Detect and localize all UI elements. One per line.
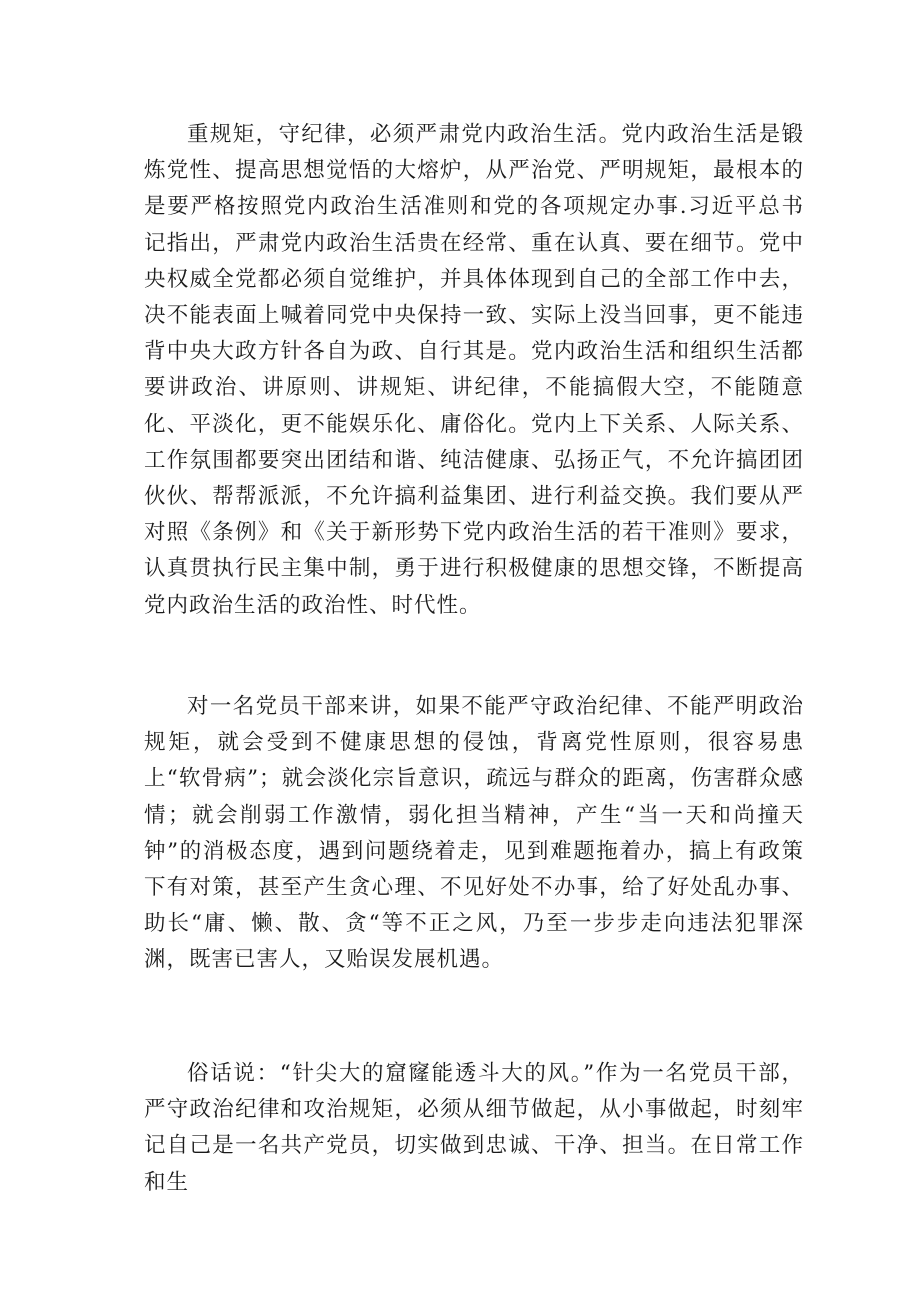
body-paragraph-3: 俗话说：“针尖大的窟窿能透斗大的风。”作为一名党员干部，严守政治纪律和攻治规矩，必须从细节做起，从小事做起，时刻牢记自己是一名共产党员，切实做到忠诚、干净、担当。在日常工作和生 (144, 1061, 804, 1195)
body-paragraph-1: 重规矩，守纪律，必须严肃党内政治生活。党内政治生活是锻炼党性、提高思想觉悟的大熔炉，从严治党、严明规矩，最根本的是要严格按照党内政治生活准则和党的各项规定办事.习近平总书记指出，严肃党内政治生活贵在经常、重在认真、要在细节。党中央权威全党都必须自觉维护，并具体体现到自己的全部工作中去，决不能表面上喊着同党中央保持一致、实际上没当回事，更不能违背中央大政方针各自为政、自行其是。党内政治生活和组织生活都要讲政治、讲原则、讲规矩、讲纪律，不能搞假大空，不能随意化、平淡化，更不能娱乐化、庸俗化。党内上下关系、人际关系、工作氛围都要突出团结和谐、纯洁健康、弘扬正气，不允许搞团团伙伙、帮帮派派，不允许搞利益集团、进行利益交换。我们要从严对照《条例》和《关于新形势下党内政治生活的若干准则》要求，认真贯执行民主集中制，勇于进行积极健康的思想交锋，不断提高党内政治生活的政治性、时代性。 (144, 122, 804, 618)
body-paragraph-2: 对一名党员干部来讲，如果不能严守政治纪律、不能严明政治规矩，就会受到不健康思想的侵蚀，背离党性原则，很容易患上“软骨病”；就会淡化宗旨意识，疏远与群众的距离，伤害群众感情；就会削弱工作激情，弱化担当精神，产生“当一天和尚撞天钟”的消极态度，遇到问题绕着走，见到难题拖着办，搞上有政策下有对策，甚至产生贪心理、不见好处不办事，给了好处乱办事、助长“庸、懒、散、贪“等不正之风，乃至一步步走向违法犯罪深渊，既害已害人，又贻误发展机遇。 (144, 694, 804, 973)
